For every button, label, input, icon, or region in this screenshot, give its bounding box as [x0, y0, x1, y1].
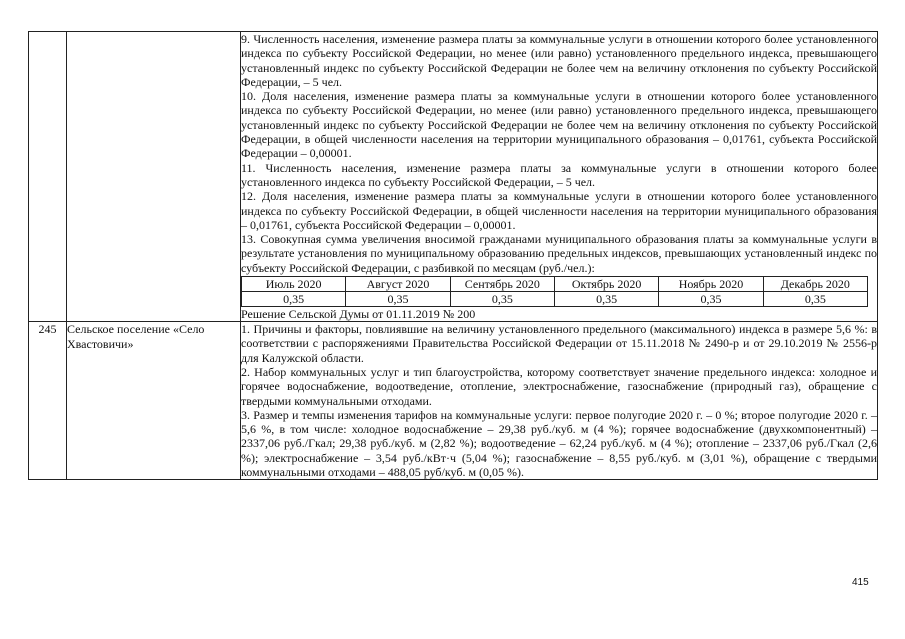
month-value: 0,35: [242, 292, 346, 307]
month-value: 0,35: [554, 292, 658, 307]
month-header: Декабрь 2020: [763, 277, 867, 292]
paragraph-11: 11. Численность населения, изменение размера платы за коммунальные услуги в отношении которого более установленного индекса по субъекту Российской Федерации, – 5 чел.: [241, 160, 877, 189]
paragraph-2: 2. Набор коммунальных услуг и тип благоустройства, которому соответствует значение предельного индекса: холодное и горячее водоснабжение, водоотведение, отопление, электроснабжение, газоснабжение (природный газ), обращение с твердыми коммунальными отходами.: [241, 364, 877, 408]
monthly-increase-table: [241, 276, 868, 307]
month-header: Сентябрь 2020: [450, 277, 554, 292]
municipality-name-cell: [67, 32, 241, 322]
paragraph-1: 1. Причины и факторы, повлиявшие на величину установленного предельного (максимального) индекса в размере 5,6 %: в соответствии с распоряжениями Правительства Российской Федерации от 15.11.2018 № 2490-р и от 29.10.2019 № 2556-р для Калужской области.: [241, 322, 877, 365]
paragraph-10: 10. Доля населения, изменение размера платы за коммунальные услуги в отношении которого более установленного индекса по субъекту Российской Федерации, но менее (или равно) установленного предельного индекса, превышающего установленный индекс по субъекту Российской Федерации не более чем на величину отклонения по субъекту Российской Федерации, в общей численности населения на территории муниципального образования – 0,01761, субъекта Российской Федерации – 0,00001.: [241, 89, 877, 161]
page-number: 415: [852, 577, 869, 588]
month-header: Октябрь 2020: [554, 277, 658, 292]
table-row: [29, 322, 878, 480]
month-value: 0,35: [763, 292, 867, 307]
municipality-name-cell: Сельское поселение «Село Хвастовичи»: [67, 322, 241, 480]
details-cell: [241, 322, 878, 480]
month-value: 0,35: [659, 292, 763, 307]
row-number-cell: [29, 32, 67, 322]
month-header: Июль 2020: [242, 277, 346, 292]
details-cell: [241, 32, 878, 322]
paragraph-3: 3. Размер и темпы изменения тарифов на коммунальные услуги: первое полугодие 2020 г. – 0 %; второе полугодие 2020 г. – 5,6 %, в том числе: холодное водоснабжение – 29,38 руб./куб. м (4 %); горячее водоснабжение (двухкомпонентный) – 2337,06 руб./Гкал; 29,38 руб./куб. м (2,82 %); водоотведение – 62,24 руб./куб. м (4 %); отопление – 2337,06 руб./Гкал (2,6 %); электроснабжение – 3,54 руб./кВт·ч (5,04 %); газоснабжение – 8,55 руб./куб. м (3,01 %), обращение с твердыми коммунальными отходами – 488,05 руб/куб. м (0,05 %).: [241, 407, 877, 480]
month-value: 0,35: [450, 292, 554, 307]
paragraph-12: 12. Доля населения, изменение размера платы за коммунальные услуги в отношении которого более установленного индекса по субъекту Российской Федерации, в общей численности населения на территории муниципального образования – 0,01761, субъекта Российской Федерации – 0,00001.: [241, 189, 877, 232]
decision-reference: Решение Сельской Думы от 01.11.2019 № 200: [241, 307, 476, 322]
table-row: [242, 277, 868, 292]
paragraph-9: 9. Численность населения, изменение размера платы за коммунальные услуги в отношении которого более установленного индекса по субъекту Российской Федерации, но менее (или равно) установленного предельного индекса, превышающего установленный индекс по субъекту Российской Федерации не более чем на величину отклонения по субъекту Российской Федерации, – 5 чел.: [241, 32, 877, 89]
month-value: 0,35: [346, 292, 450, 307]
paragraph-13: 13. Совокупная сумма увеличения вносимой гражданами муниципального образования платы за коммунальные услуги в результате установления по муниципальному образованию предельных индексов, превышающих установленный индекс по субъекту Российской Федерации, с разбивкой по месяцам (руб./чел.):: [241, 232, 877, 275]
row-number-cell: 245: [29, 322, 67, 480]
month-header: Август 2020: [346, 277, 450, 292]
table-row: [242, 292, 868, 307]
month-header: Ноябрь 2020: [659, 277, 763, 292]
document-table: [28, 31, 878, 480]
table-row: [29, 32, 878, 322]
